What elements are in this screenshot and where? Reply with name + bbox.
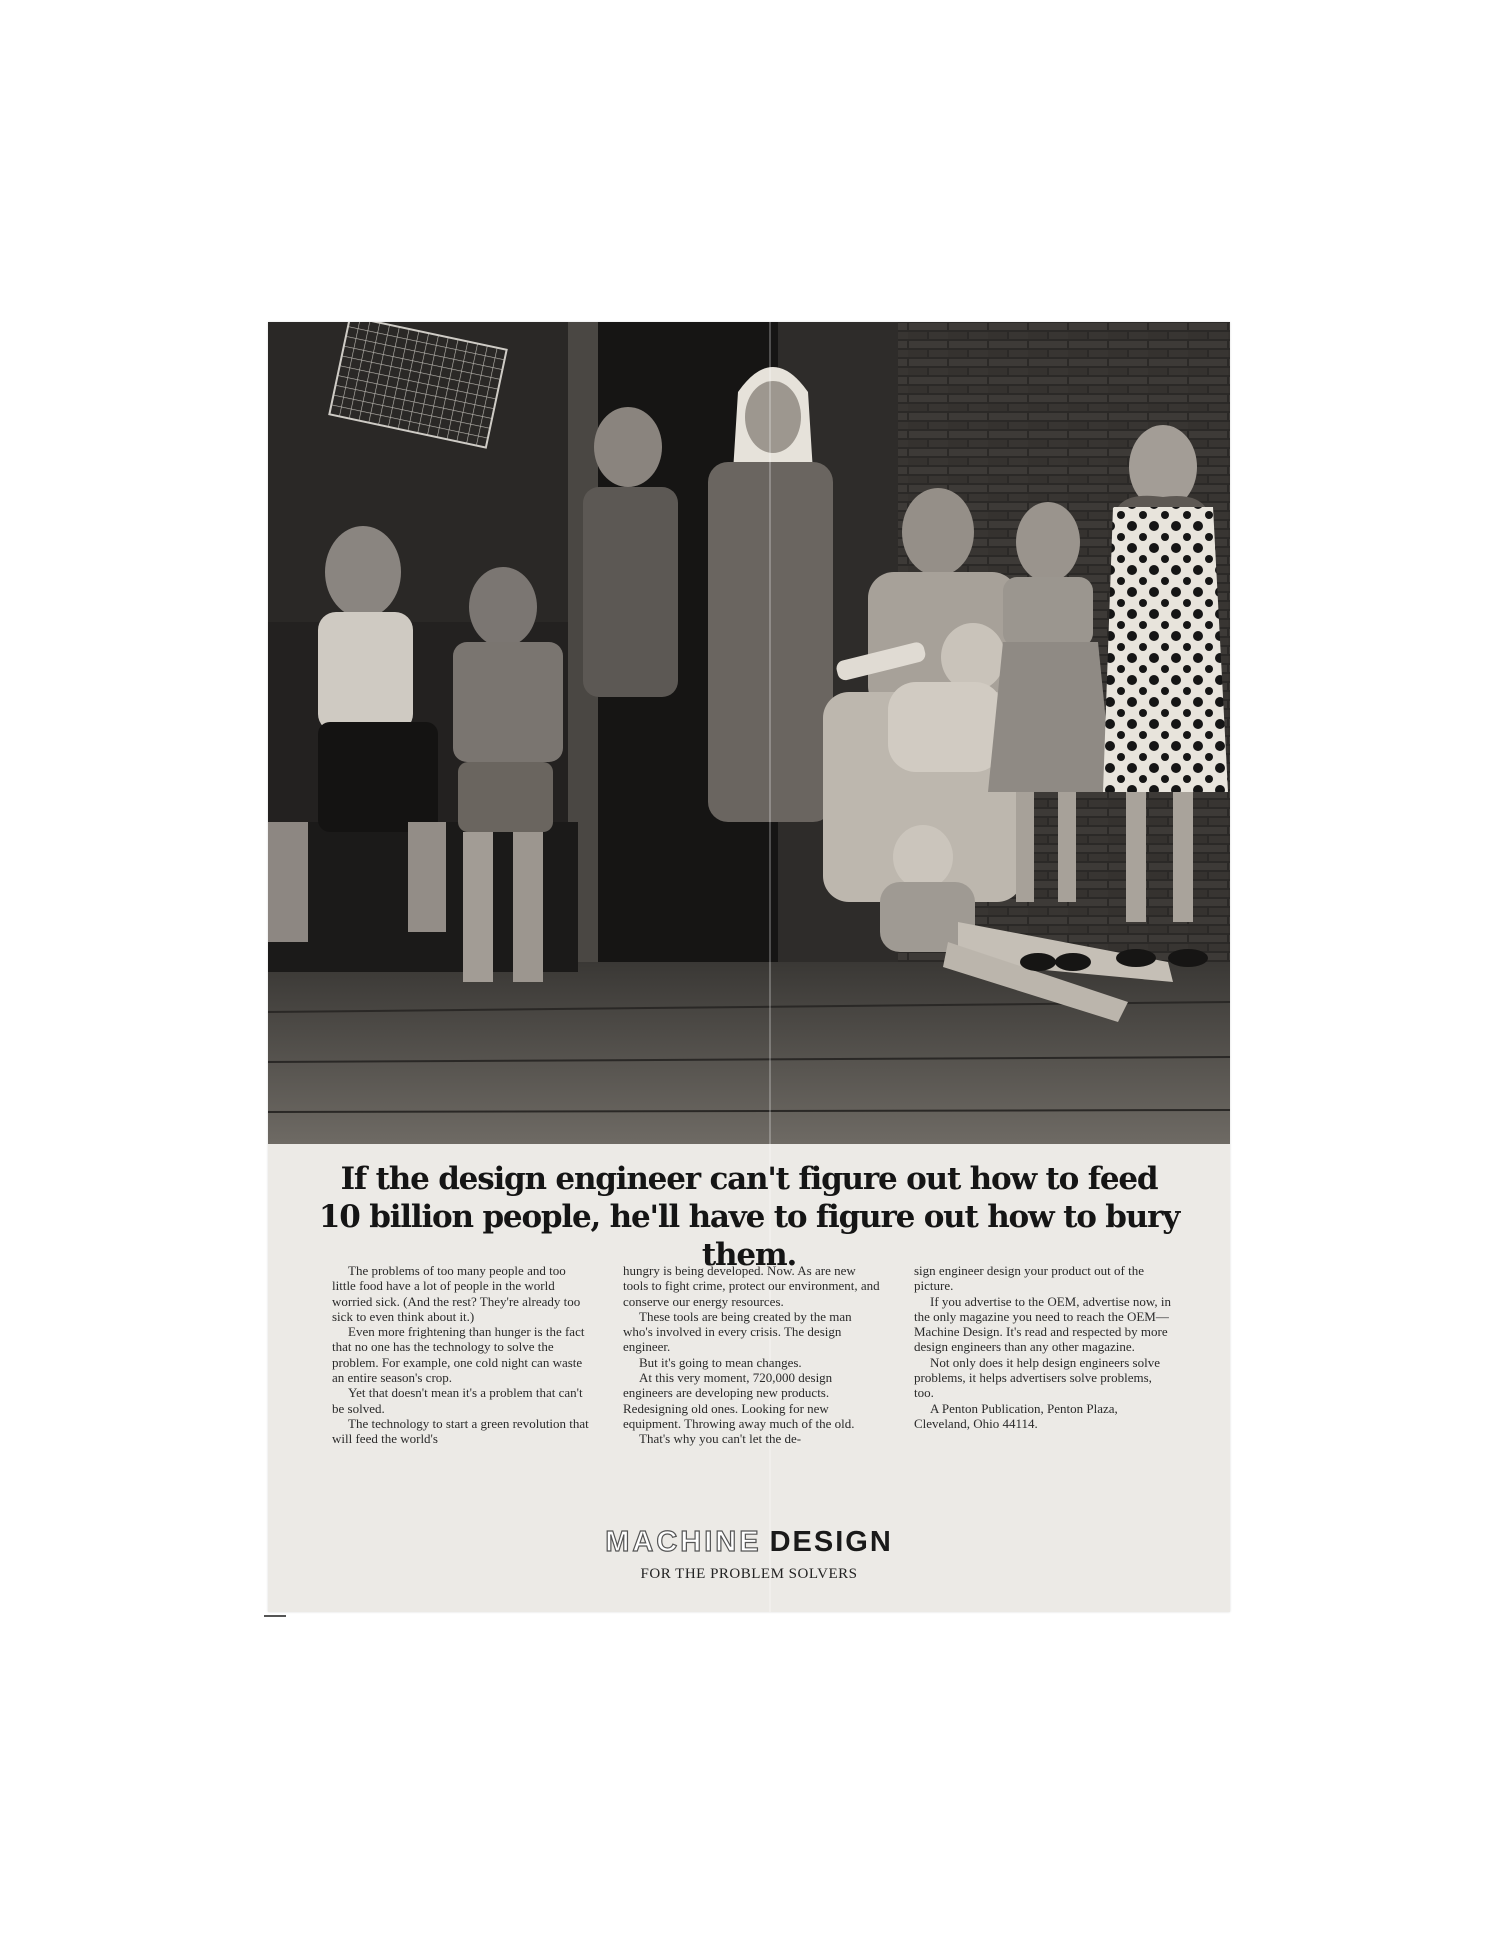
family-photograph-icon	[268, 322, 1230, 1144]
paragraph: But it's going to mean changes.	[639, 1354, 802, 1370]
headline	[268, 1160, 1230, 1274]
machine-design-logo	[268, 1526, 1230, 1559]
paragraph: Not only does it help design engineers solve problems, it helps advertisers solve problems, too.	[914, 1354, 1160, 1401]
body-copy	[332, 1263, 1174, 1447]
paragraph: The problems of too many people and too little food have a lot of people in the world worried sick. (And the rest? They're already too sick to even think about it.)	[332, 1263, 581, 1324]
paragraph: A Penton Publication, Penton Plaza, Cleveland, Ohio 44114.	[914, 1400, 1118, 1431]
family-photograph	[268, 322, 1230, 1144]
logo-design-word: DESIGN	[769, 1526, 893, 1558]
body-column-2	[623, 1263, 883, 1447]
paragraph: Yet that doesn't mean it's a problem that can't be solved.	[332, 1385, 583, 1416]
headline-line-1: If the design engineer can't figure out how to feed	[340, 1161, 1158, 1197]
body-column-3	[914, 1263, 1174, 1447]
headline-line-2: 10 billion people, he'll have to figure out how to bury them.	[318, 1199, 1180, 1273]
paragraph: That's why you can't let the de-	[639, 1431, 802, 1447]
paragraph: Even more frightening than hunger is the fact that no one has the technology to solve the problem. For example, one cold night can waste an entire season's crop.	[332, 1324, 585, 1386]
paragraph: At this very moment, 720,000 design engineers are developing new products. Redesigning old ones. Looking for new equipment. Throwing away much of the old.	[623, 1370, 855, 1431]
paragraph: hungry is being developed. Now. As are new tools to fight crime, protect our environment, and conserve our energy resources.	[623, 1263, 880, 1309]
tagline: FOR THE PROBLEM SOLVERS	[640, 1566, 858, 1582]
paragraph: If you advertise to the OEM, advertise now, in the only magazine you need to reach the OEM—Machine Design. It's read and respected by more design engineers than any other magazine.	[914, 1293, 1172, 1355]
paragraph: These tools are being created by the man who's involved in every crisis. The design engineer.	[623, 1308, 852, 1355]
logo-machine-word: MACHINE	[605, 1526, 762, 1558]
print-corner-mark	[264, 1615, 286, 1617]
paragraph: sign engineer design your product out of the picture.	[914, 1263, 1144, 1294]
paragraph: The technology to start a green revolution that will feed the world's	[332, 1415, 589, 1447]
body-column-1	[332, 1263, 592, 1447]
